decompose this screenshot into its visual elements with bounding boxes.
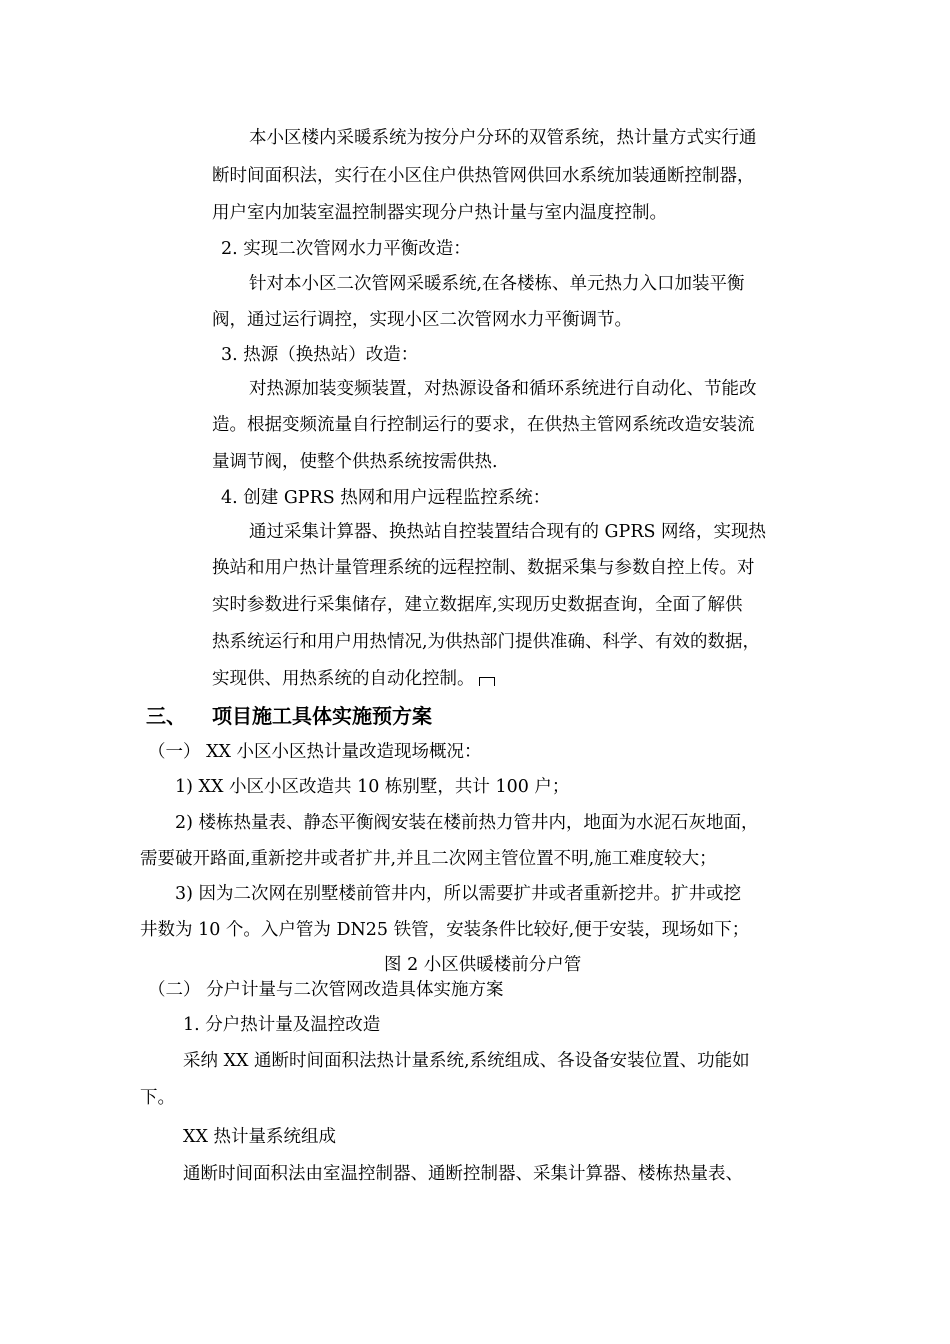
paragraph-line: 通断时间面积法由室温控制器、通断控制器、采集计算器、楼栋热量表、	[183, 1164, 743, 1184]
section-title: 项目施工具体实施预方案	[212, 704, 432, 728]
paragraph-line: 阀，通过运行调控，实现小区二次管网水力平衡调节。	[212, 310, 632, 330]
list-item-title: 1. 分户热计量及温控改造	[183, 1015, 381, 1035]
paragraph-line: 断时间面积法，实行在小区住户供热管网供回水系统加装通断控制器，	[212, 166, 755, 186]
paragraph-line: 采纳 XX 通断时间面积法热计量系统,系统组成、各设备安装位置、功能如	[183, 1051, 750, 1071]
list-item-title: 3. 热源（换热站）改造：	[221, 345, 419, 365]
figure-caption: 图 2 小区供暖楼前分户管	[384, 955, 582, 975]
list-item: 3) 因为二次网在别墅楼前管井内，所以需要扩井或者重新挖井。扩井或挖	[175, 884, 742, 904]
paragraph-line: 热系统运行和用户用热情况,为供热部门提供准确、科学、有效的数据，	[212, 632, 761, 652]
paragraph-line: 通过采集计算器、换热站自控装置结合现有的 GPRS 网络，实现热	[249, 522, 767, 542]
paragraph-line: 需要破开路面,重新挖井或者扩井,并且二次网主管位置不明,施工难度较大；	[140, 849, 717, 869]
list-item-title: 2. 实现二次管网水力平衡改造：	[221, 239, 471, 259]
paragraph-line: 用户室内加装室温控制器实现分户热计量与室内温度控制。	[212, 203, 667, 223]
list-item: 2) 楼栋热量表、静态平衡阀安装在楼前热力管井内，地面为水泥石灰地面，	[175, 813, 759, 833]
paragraph-line: 对热源加装变频装置，对热源设备和循环系统进行自动化、节能改	[249, 379, 757, 399]
subsection-title: （一） XX 小区小区热计量改造现场概况：	[148, 742, 482, 762]
paragraph-line: 本小区楼内采暖系统为按分户分环的双管系统，热计量方式实行通	[249, 128, 757, 148]
paragraph-line: 实时参数进行采集储存，建立数据库,实现历史数据查询，全面了解供	[212, 595, 743, 615]
paragraph-line: 针对本小区二次管网采暖系统,在各楼栋、单元热力入口加装平衡	[249, 274, 745, 294]
list-item-title: 4. 创建 GPRS 热网和用户远程监控系统：	[221, 488, 551, 508]
paragraph-line: 换站和用户热计量管理系统的远程控制、数据采集与参数自控上传。对	[212, 558, 755, 578]
section-number: 三、	[146, 704, 186, 728]
paragraph-line: 下。	[140, 1088, 175, 1108]
list-item: 1) XX 小区小区改造共 10 栋别墅，共计 100 户；	[175, 777, 570, 797]
paragraph-line: 井数为 10 个。入户管为 DN25 铁管，安装条件比较好,便于安装，现场如下；	[140, 920, 750, 940]
editor-mark-icon	[479, 677, 495, 686]
paragraph-line: 实现供、用热系统的自动化控制。	[212, 667, 495, 691]
paragraph-line: 量调节阀，使整个供热系统按需供热.	[212, 452, 498, 472]
subheading: XX 热计量系统组成	[183, 1127, 336, 1147]
paragraph-line: 造。根据变频流量自行控制运行的要求，在供热主管网系统改造安装流	[212, 415, 755, 435]
subsection-title: （二） 分户计量与二次管网改造具体实施方案	[148, 980, 504, 1000]
